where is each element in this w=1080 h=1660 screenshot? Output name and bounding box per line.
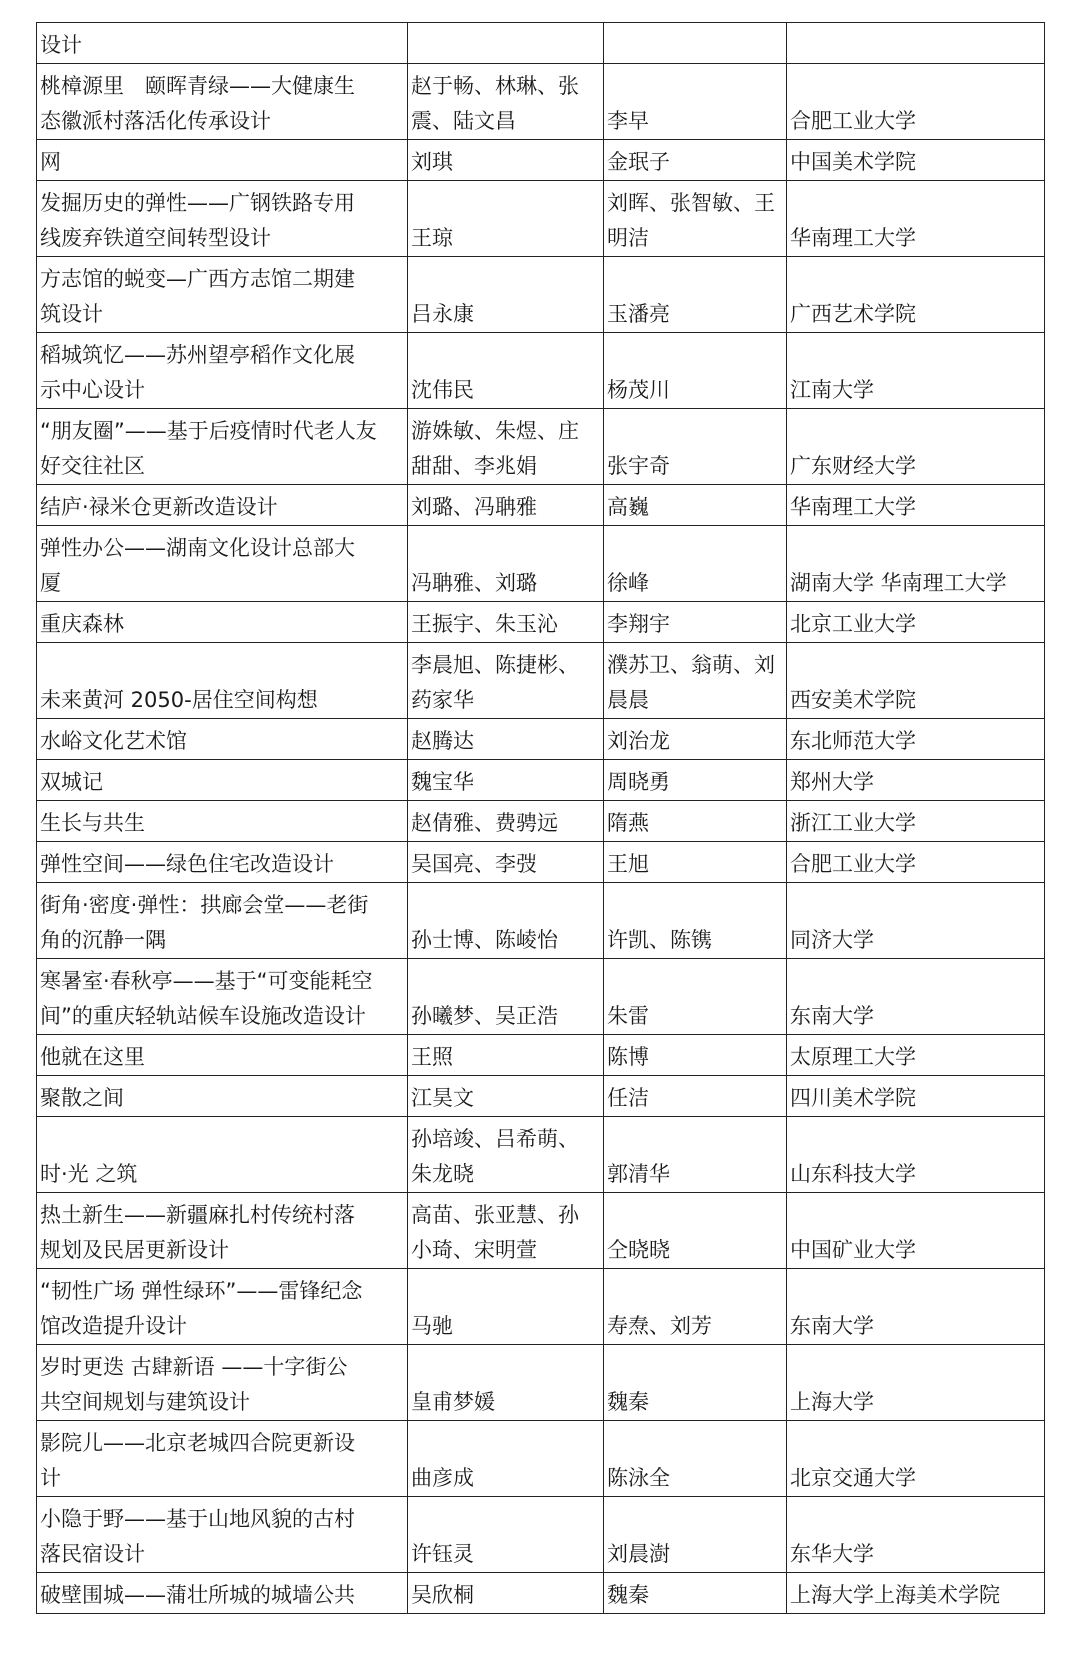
cell-text: 水峪文化艺术馆	[40, 729, 187, 753]
cell-text: 稻城筑忆——苏州望亭稻作文化展 示中心设计	[40, 343, 355, 402]
institution-cell	[787, 526, 1045, 602]
table-row	[37, 23, 1045, 64]
cell-text: 陈泳全	[607, 1466, 670, 1490]
cell-text: 岁时更迭 古肆新语 ——十字街公 共空间规划与建筑设计	[40, 1355, 348, 1414]
designers-cell	[408, 1076, 604, 1117]
designers-cell	[408, 409, 604, 485]
institution-cell	[787, 959, 1045, 1035]
cell-text: 王旭	[607, 852, 649, 876]
cell-text: 小隐于野——基于山地风貌的古村 落民宿设计	[40, 1507, 355, 1566]
project-title-cell	[37, 64, 408, 140]
institution-cell	[787, 333, 1045, 409]
institution-cell	[787, 1035, 1045, 1076]
institution-cell	[787, 602, 1045, 643]
project-title-cell	[37, 959, 408, 1035]
institution-cell	[787, 1497, 1045, 1573]
designers-cell	[408, 801, 604, 842]
table-row	[37, 602, 1045, 643]
project-title-cell	[37, 1193, 408, 1269]
project-title-cell	[37, 602, 408, 643]
cell-text: 吴国亮、李弢	[411, 852, 537, 876]
institution-cell	[787, 760, 1045, 801]
designers-cell	[408, 257, 604, 333]
project-title-cell	[37, 1497, 408, 1573]
table-row	[37, 333, 1045, 409]
cell-text: 华南理工大学	[790, 226, 916, 250]
advisors-cell	[604, 23, 787, 64]
cell-text: 桃樟源里 颐晖青绿——大健康生 态徽派村落活化传承设计	[40, 74, 355, 133]
cell-text: 山东科技大学	[790, 1162, 916, 1186]
advisors-cell	[604, 1573, 787, 1614]
cell-text: 周晓勇	[607, 770, 670, 794]
cell-text: “韧性广场 弹性绿环”——雷锋纪念 馆改造提升设计	[40, 1279, 363, 1338]
cell-text: 生长与共生	[40, 811, 145, 835]
cell-text: 重庆森林	[40, 612, 124, 636]
institution-cell	[787, 64, 1045, 140]
cell-text: 濮苏卫、翁萌、刘 晨晨	[607, 653, 775, 712]
cell-text: 隋燕	[607, 811, 649, 835]
cell-text: 冯聃雅、刘璐	[411, 571, 537, 595]
designers-cell	[408, 883, 604, 959]
awards-table-container	[36, 22, 1044, 1614]
institution-cell	[787, 1573, 1045, 1614]
advisors-cell	[604, 883, 787, 959]
awards-table-body	[37, 23, 1045, 1614]
cell-text: 华南理工大学	[790, 495, 916, 519]
cell-text: 东南大学	[790, 1004, 874, 1028]
cell-text: 广西艺术学院	[790, 302, 916, 326]
designers-cell	[408, 181, 604, 257]
advisors-cell	[604, 1193, 787, 1269]
institution-cell	[787, 1269, 1045, 1345]
table-row	[37, 1193, 1045, 1269]
table-row	[37, 526, 1045, 602]
cell-text: 浙江工业大学	[790, 811, 916, 835]
cell-text: 东华大学	[790, 1542, 874, 1566]
project-title-cell	[37, 485, 408, 526]
institution-cell	[787, 257, 1045, 333]
cell-text: 皇甫梦媛	[411, 1390, 495, 1414]
cell-text: 刘晖、张智敏、王 明洁	[607, 191, 775, 250]
cell-text: 吴欣桐	[411, 1583, 474, 1607]
cell-text: 同济大学	[790, 928, 874, 952]
institution-cell	[787, 485, 1045, 526]
cell-text: 李翔宇	[607, 612, 670, 636]
designers-cell	[408, 485, 604, 526]
cell-text: 北京交通大学	[790, 1466, 916, 1490]
cell-text: 许钰灵	[411, 1542, 474, 1566]
cell-text: 仝晓晓	[607, 1238, 670, 1262]
cell-text: 许凯、陈镌	[607, 928, 712, 952]
cell-text: 未来黄河 2050-居住空间构想	[40, 688, 318, 712]
designers-cell	[408, 333, 604, 409]
table-row	[37, 1345, 1045, 1421]
cell-text: 金珉子	[607, 150, 670, 174]
cell-text: 弹性办公——湖南文化设计总部大 厦	[40, 536, 355, 595]
institution-cell	[787, 719, 1045, 760]
cell-text: 吕永康	[411, 302, 474, 326]
institution-cell	[787, 409, 1045, 485]
cell-text: 湖南大学 华南理工大学	[790, 571, 1007, 595]
table-row	[37, 959, 1045, 1035]
cell-text: 任洁	[607, 1086, 649, 1110]
cell-text: 赵于畅、林琳、张 震、陆文昌	[411, 74, 579, 133]
cell-text: 方志馆的蜕变—广西方志馆二期建 筑设计	[40, 267, 355, 326]
designers-cell	[408, 643, 604, 719]
advisors-cell	[604, 1269, 787, 1345]
cell-text: 上海大学	[790, 1390, 874, 1414]
cell-text: “朋友圈”——基于后疫情时代老人友 好交往社区	[40, 419, 377, 478]
advisors-cell	[604, 760, 787, 801]
cell-text: 魏宝华	[411, 770, 474, 794]
project-title-cell	[37, 842, 408, 883]
cell-text: 玉潘亮	[607, 302, 670, 326]
institution-cell	[787, 883, 1045, 959]
cell-text: 时·光 之筑	[40, 1162, 138, 1186]
institution-cell	[787, 140, 1045, 181]
advisors-cell	[604, 1117, 787, 1193]
table-row	[37, 257, 1045, 333]
project-title-cell	[37, 760, 408, 801]
cell-text: 太原理工大学	[790, 1045, 916, 1069]
designers-cell	[408, 719, 604, 760]
project-title-cell	[37, 140, 408, 181]
table-row	[37, 64, 1045, 140]
institution-cell	[787, 1076, 1045, 1117]
cell-text: 中国矿业大学	[790, 1238, 916, 1262]
advisors-cell	[604, 64, 787, 140]
designers-cell	[408, 64, 604, 140]
cell-text: 孙曦梦、吴正浩	[411, 1004, 558, 1028]
designers-cell	[408, 760, 604, 801]
table-row	[37, 1573, 1045, 1614]
advisors-cell	[604, 526, 787, 602]
cell-text: 影院儿——北京老城四合院更新设 计	[40, 1431, 355, 1490]
cell-text: 中国美术学院	[790, 150, 916, 174]
project-title-cell	[37, 801, 408, 842]
cell-text: 陈博	[607, 1045, 649, 1069]
table-row	[37, 1497, 1045, 1573]
advisors-cell	[604, 140, 787, 181]
cell-text: 李早	[607, 109, 649, 133]
institution-cell	[787, 643, 1045, 719]
advisors-cell	[604, 719, 787, 760]
institution-cell	[787, 842, 1045, 883]
cell-text: 刘璐、冯聃雅	[411, 495, 537, 519]
designers-cell	[408, 1421, 604, 1497]
cell-text: 北京工业大学	[790, 612, 916, 636]
cell-text: 街角·密度·弹性：拱廊会堂——老街 角的沉静一隅	[40, 893, 369, 952]
advisors-cell	[604, 801, 787, 842]
project-title-cell	[37, 257, 408, 333]
advisors-cell	[604, 333, 787, 409]
institution-cell	[787, 1345, 1045, 1421]
designers-cell	[408, 23, 604, 64]
advisors-cell	[604, 1497, 787, 1573]
project-title-cell	[37, 181, 408, 257]
cell-text: 曲彦成	[411, 1466, 474, 1490]
advisors-cell	[604, 643, 787, 719]
project-title-cell	[37, 1035, 408, 1076]
table-row	[37, 760, 1045, 801]
cell-text: 刘晨澍	[607, 1542, 670, 1566]
table-row	[37, 1076, 1045, 1117]
cell-text: 合肥工业大学	[790, 852, 916, 876]
cell-text: 寿焘、刘芳	[607, 1314, 712, 1338]
cell-text: 高苗、张亚慧、孙 小琦、宋明萱	[411, 1203, 579, 1262]
cell-text: 郭清华	[607, 1162, 670, 1186]
cell-text: 江昊文	[411, 1086, 474, 1110]
cell-text: 西安美术学院	[790, 688, 916, 712]
cell-text: 游姝敏、朱煜、庄 甜甜、李兆娟	[411, 419, 579, 478]
cell-text: 聚散之间	[40, 1086, 124, 1110]
advisors-cell	[604, 257, 787, 333]
institution-cell	[787, 1117, 1045, 1193]
institution-cell	[787, 181, 1045, 257]
designers-cell	[408, 1035, 604, 1076]
cell-text: 郑州大学	[790, 770, 874, 794]
table-row	[37, 842, 1045, 883]
advisors-cell	[604, 485, 787, 526]
cell-text: 寒暑室·春秋亭——基于“可变能耗空 间”的重庆轻轨站候车设施改造设计	[40, 969, 373, 1028]
cell-text: 马驰	[411, 1314, 453, 1338]
cell-text: 双城记	[40, 770, 103, 794]
cell-text: 杨茂川	[607, 378, 670, 402]
cell-text: 他就在这里	[40, 1045, 145, 1069]
cell-text: 上海大学上海美术学院	[790, 1583, 1000, 1607]
advisors-cell	[604, 1345, 787, 1421]
cell-text: 破壁围城——蒲壮所城的城墙公共	[40, 1583, 355, 1607]
cell-text: 魏秦	[607, 1583, 649, 1607]
designers-cell	[408, 1345, 604, 1421]
cell-text: 沈伟民	[411, 378, 474, 402]
cell-text: 刘治龙	[607, 729, 670, 753]
institution-cell	[787, 801, 1045, 842]
cell-text: 王振宇、朱玉沁	[411, 612, 558, 636]
cell-text: 孙士博、陈崚怡	[411, 928, 558, 952]
advisors-cell	[604, 181, 787, 257]
project-title-cell	[37, 1573, 408, 1614]
cell-text: 合肥工业大学	[790, 109, 916, 133]
project-title-cell	[37, 883, 408, 959]
designers-cell	[408, 842, 604, 883]
project-title-cell	[37, 333, 408, 409]
designers-cell	[408, 1193, 604, 1269]
table-row	[37, 1117, 1045, 1193]
table-row	[37, 1421, 1045, 1497]
advisors-cell	[604, 1076, 787, 1117]
cell-text: 刘琪	[411, 150, 453, 174]
advisors-cell	[604, 1035, 787, 1076]
cell-text: 赵倩雅、费骋远	[411, 811, 558, 835]
project-title-cell	[37, 1421, 408, 1497]
cell-text: 东北师范大学	[790, 729, 916, 753]
table-row	[37, 485, 1045, 526]
awards-table	[36, 22, 1045, 1614]
project-title-cell	[37, 719, 408, 760]
cell-text: 徐峰	[607, 571, 649, 595]
cell-text: 赵腾达	[411, 729, 474, 753]
cell-text: 四川美术学院	[790, 1086, 916, 1110]
cell-text: 设计	[40, 33, 82, 57]
designers-cell	[408, 1497, 604, 1573]
cell-text: 弹性空间——绿色住宅改造设计	[40, 852, 334, 876]
cell-text: 网	[40, 150, 61, 174]
designers-cell	[408, 1269, 604, 1345]
project-title-cell	[37, 526, 408, 602]
cell-text: 张宇奇	[607, 454, 670, 478]
designers-cell	[408, 602, 604, 643]
cell-text: 王照	[411, 1045, 453, 1069]
table-row	[37, 409, 1045, 485]
designers-cell	[408, 526, 604, 602]
cell-text: 江南大学	[790, 378, 874, 402]
cell-text: 热土新生——新疆麻扎村传统村落 规划及民居更新设计	[40, 1203, 355, 1262]
project-title-cell	[37, 23, 408, 64]
cell-text: 结庐·禄米仓更新改造设计	[40, 495, 278, 519]
advisors-cell	[604, 602, 787, 643]
cell-text: 李晨旭、陈捷彬、 药家华	[411, 653, 579, 712]
designers-cell	[408, 140, 604, 181]
designers-cell	[408, 959, 604, 1035]
institution-cell	[787, 1193, 1045, 1269]
table-row	[37, 1035, 1045, 1076]
institution-cell	[787, 1421, 1045, 1497]
cell-text: 王琼	[411, 226, 453, 250]
cell-text: 东南大学	[790, 1314, 874, 1338]
project-title-cell	[37, 1269, 408, 1345]
project-title-cell	[37, 409, 408, 485]
advisors-cell	[604, 959, 787, 1035]
project-title-cell	[37, 1345, 408, 1421]
designers-cell	[408, 1117, 604, 1193]
cell-text: 发掘历史的弹性——广钢铁路专用 线废弃铁道空间转型设计	[40, 191, 355, 250]
project-title-cell	[37, 1076, 408, 1117]
table-row	[37, 883, 1045, 959]
advisors-cell	[604, 409, 787, 485]
cell-text: 广东财经大学	[790, 454, 916, 478]
advisors-cell	[604, 842, 787, 883]
table-row	[37, 801, 1045, 842]
cell-text: 魏秦	[607, 1390, 649, 1414]
cell-text: 高巍	[607, 495, 649, 519]
project-title-cell	[37, 1117, 408, 1193]
cell-text: 朱雷	[607, 1004, 649, 1028]
table-row	[37, 719, 1045, 760]
institution-cell	[787, 23, 1045, 64]
project-title-cell	[37, 643, 408, 719]
table-row	[37, 1269, 1045, 1345]
advisors-cell	[604, 1421, 787, 1497]
table-row	[37, 643, 1045, 719]
cell-text: 孙培竣、吕希萌、 朱龙晓	[411, 1127, 579, 1186]
table-row	[37, 181, 1045, 257]
table-row	[37, 140, 1045, 181]
designers-cell	[408, 1573, 604, 1614]
